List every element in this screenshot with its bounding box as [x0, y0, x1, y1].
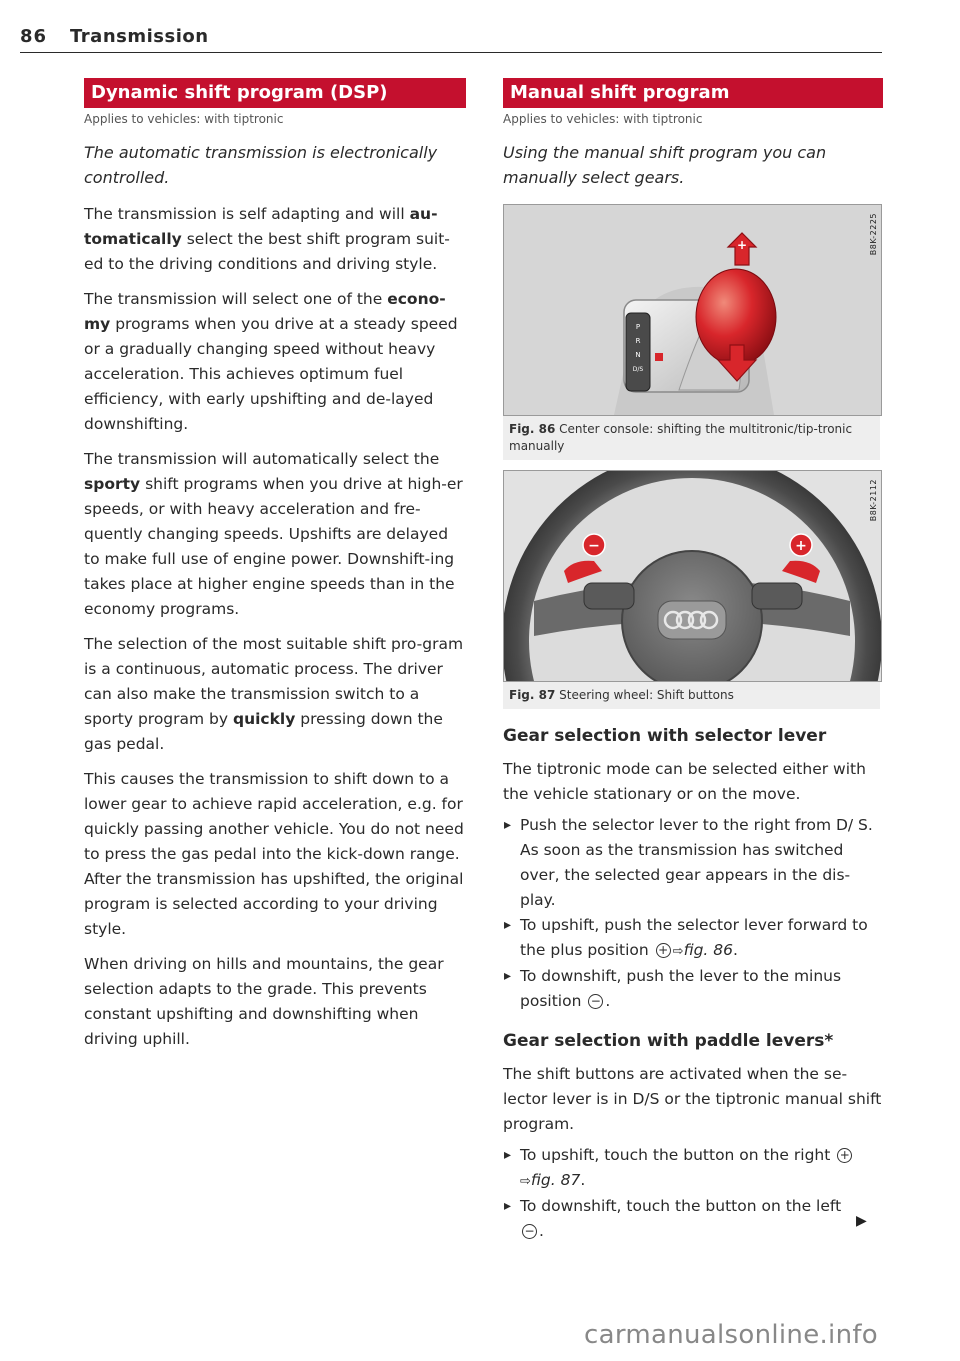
page-header [20, 26, 882, 53]
intro-text: The automatic transmission is electronically controlled. [84, 143, 438, 187]
figure-reference[interactable]: fig. 86 [683, 941, 734, 959]
minus-circle-icon: − [588, 994, 603, 1009]
paragraph-kickdown: This causes the transmission to shift down to a lower gear to achieve rapid acceleration, e.g. for quickly passing another vehicle. You do not need to press the gas pedal into the kick-down range. After the transmission has upshifted, the original program is selected according to your driving style. [84, 770, 464, 938]
section-title-dsp: Dynamic shift program (DSP) [84, 78, 466, 108]
applies-note: Applies to vehicles: with tiptronic [84, 112, 284, 126]
figure-code: B8K-2112 [869, 479, 878, 522]
list-item: ▸ To downshift, push the lever to the minus position − . [503, 964, 883, 1014]
list-item: ▸ To upshift, push the selector lever forward to the plus position + ⇨fig. 86. [503, 913, 883, 964]
steering-wheel-illustration [504, 471, 881, 681]
heading-selector-lever: Gear selection with selector lever [503, 726, 827, 746]
gate-letter-ds: D/S [632, 366, 644, 373]
gate-letter-p: P [635, 323, 641, 331]
list-item: ▸ To upshift, touch the button on the right + ⇨fig. 87. [503, 1143, 883, 1194]
gate-position-marker [655, 353, 663, 361]
plus-circle-icon: + [837, 1148, 852, 1163]
intro-text: Using the manual shift program you can manually select gears. [503, 143, 827, 187]
right-control-pad [752, 583, 802, 609]
section-title-manual: Manual shift program [503, 78, 883, 108]
paragraph-self-adapting: The transmission is self adapting and will au-tomatically select the best shift program suit-ed to the driving conditions and driving style. [84, 205, 450, 273]
minus-circle-icon: − [522, 1224, 537, 1239]
figure-86-caption: Fig. 86 Center console: shifting the multitronic/tip-tronic manually [503, 416, 880, 460]
figure-code: B8K-2225 [869, 213, 878, 256]
plus-label: + [795, 538, 807, 554]
watermark: carmanualsonline.info [584, 1320, 879, 1350]
gate-letter-r: R [635, 337, 641, 345]
left-control-pad [584, 583, 634, 609]
paragraph-tiptronic-mode: The tiptronic mode can be selected either with the vehicle stationary or on the move. [503, 760, 866, 803]
paragraph-shift-buttons: The shift buttons are activated when the se-lector lever is in D/S or the tiptronic manual shift program. [503, 1065, 882, 1133]
paragraph-economy: The transmission will select one of the econo-my programs when you drive at a steady speed or a gradually changing speed without heavy acceleration. This achieves optimum fuel efficiency, with early upshifting and de-layed downshifting. [84, 290, 458, 433]
page-number: 86 [20, 26, 48, 47]
list-item: ▸ Push the selector lever to the right from D/ S. As soon as the transmission has switched over, the selected gear appears in the dis-play. [503, 813, 883, 913]
selector-lever-illustration [504, 205, 881, 415]
figure-reference[interactable]: fig. 87 [530, 1171, 581, 1189]
right-column [503, 78, 883, 1244]
applies-note: Applies to vehicles: with tiptronic [503, 112, 703, 126]
chapter-title: Transmission [70, 26, 209, 47]
paddle-steps [503, 1143, 883, 1244]
continue-arrow-icon: ▶ [856, 1213, 867, 1229]
figure-86 [503, 204, 883, 460]
plus-circle-icon: + [656, 943, 671, 958]
plus-sign: + [736, 238, 748, 252]
figure-87 [503, 470, 883, 709]
list-item: ▸ To downshift, touch the button on the left − . [503, 1194, 883, 1244]
left-column [84, 78, 466, 1052]
figure-86-image [503, 204, 882, 416]
heading-paddle-levers: Gear selection with paddle levers* [503, 1031, 834, 1051]
gate-letter-n: N [635, 351, 641, 359]
selector-lever-steps [503, 813, 883, 1014]
figure-87-caption: Fig. 87 Steering wheel: Shift buttons [503, 682, 880, 709]
minus-label: − [588, 538, 600, 554]
paragraph-hills: When driving on hills and mountains, the gear selection adapts to the grade. This prevents constant upshifting and downshifting when driving uphill. [84, 955, 444, 1048]
paragraph-sporty: The transmission will automatically select the sporty shift programs when you drive at high-er speeds, or with heavy acceleration and fre-quently changing speeds. Upshifts are delayed to make full use of engine power. Downshift-ing takes place at higher engine speeds than in the economy programs. [84, 450, 463, 618]
paragraph-selection: The selection of the most suitable shift pro-gram is a continuous, automatic process. The driver can also make the transmission switch to a sporty program by quickly pressing down the gas pedal. [84, 635, 464, 753]
figure-87-image [503, 470, 882, 682]
